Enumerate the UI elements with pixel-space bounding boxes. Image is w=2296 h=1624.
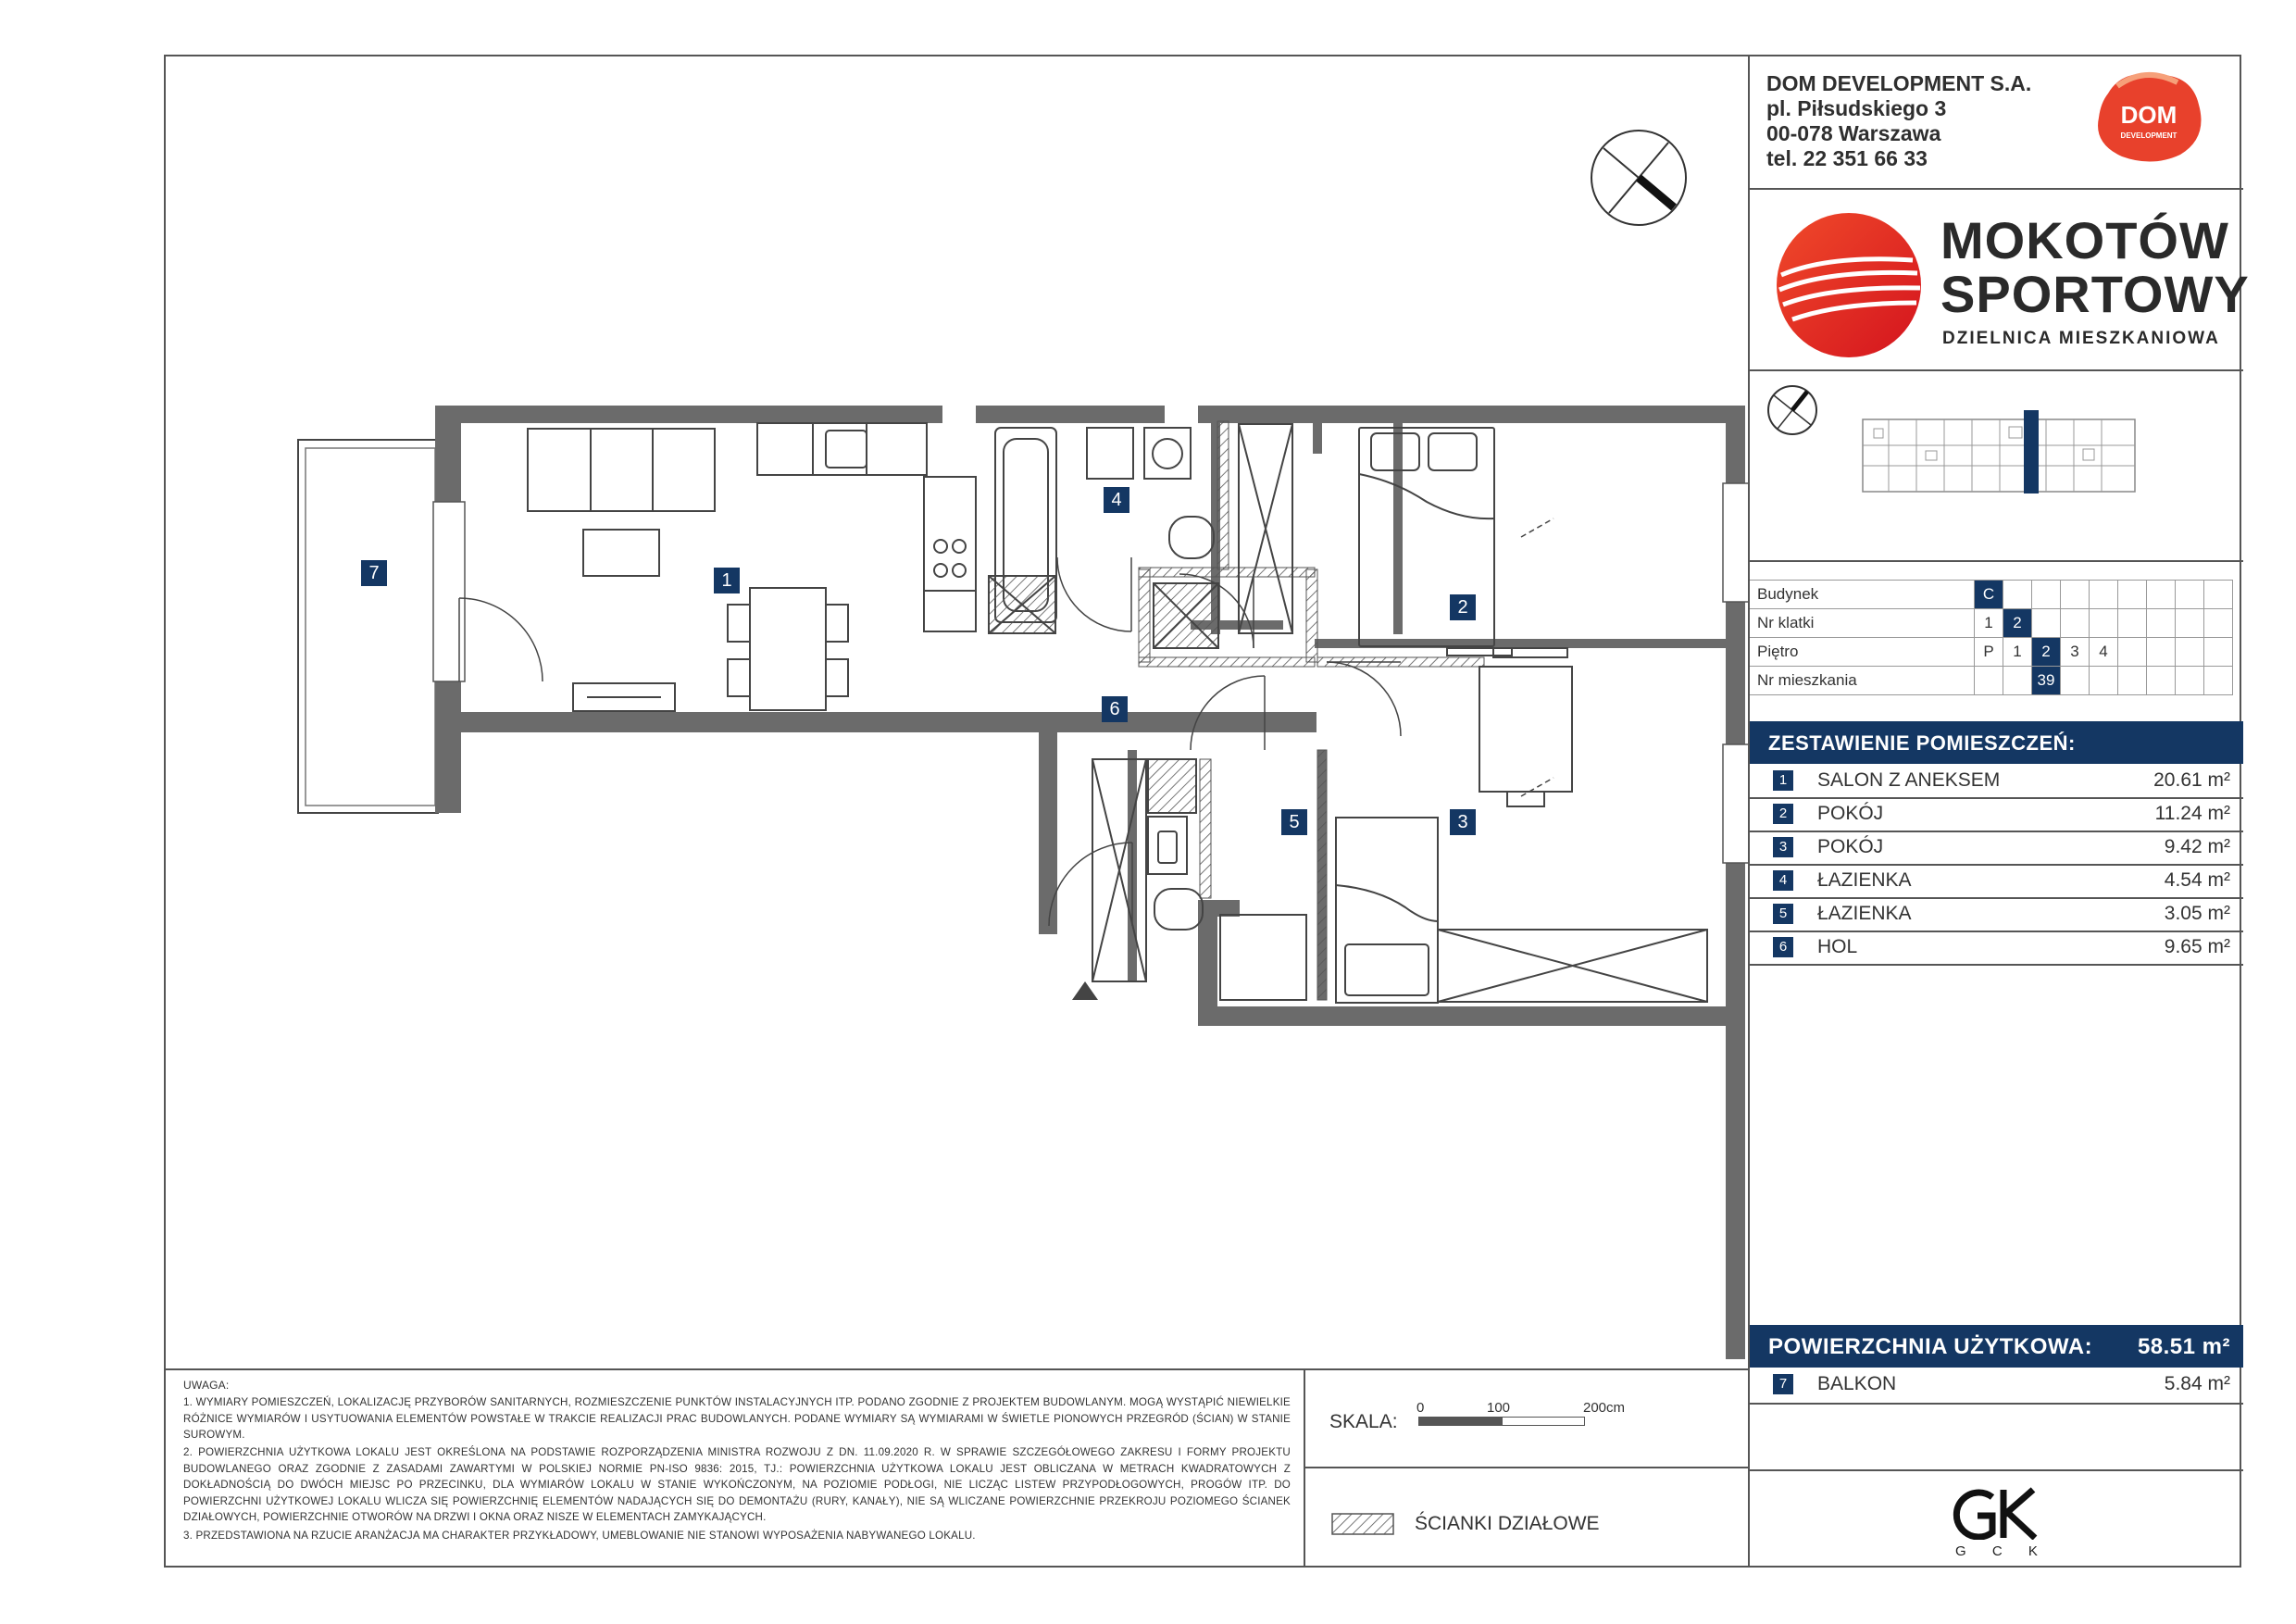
room-name: POKÓJ [1817, 836, 1884, 857]
hatch-legend-icon [1331, 1513, 1394, 1535]
room-row [1750, 764, 2243, 799]
scale-bar-dark [1418, 1417, 1502, 1426]
scale-tick-100: 100 [1487, 1400, 1511, 1416]
info-sidebar [1748, 55, 2250, 1568]
unit-info-cell: 3 [2061, 638, 2090, 667]
floor-plan-drawing [165, 56, 1748, 1368]
room-tag-1: 1 [714, 568, 740, 593]
legend-label: ŚCIANKI DZIAŁOWE [1415, 1513, 1600, 1534]
unit-info-cell [2003, 667, 2032, 695]
unit-info-cell: 2 [2032, 638, 2061, 667]
notes-panel [165, 1370, 1305, 1567]
logo-development: DEVELOPMENT [2120, 131, 2177, 140]
room-area: 4.54 m² [2164, 869, 2230, 891]
project-subtitle: DZIELNICA MIESZKANIOWA [1942, 329, 2220, 348]
balcony [298, 440, 438, 813]
unit-info-row [1750, 609, 2233, 638]
mokotow-sportowy-logo-icon [1774, 210, 1924, 360]
unit-info-cell [2176, 581, 2204, 609]
unit-info-cell [2032, 581, 2061, 609]
room-tag-3: 3 [1450, 809, 1476, 835]
unit-info-cell [2090, 667, 2118, 695]
unit-info-cell [2061, 609, 2090, 638]
room-row [1750, 931, 2243, 966]
balcony-area: 5.84 m² [2164, 1373, 2230, 1394]
usable-area-bar [1750, 1325, 2243, 1368]
legend-panel [1305, 1468, 1748, 1567]
room-area: 9.65 m² [2164, 936, 2230, 957]
logo-dom: DOM [2120, 101, 2177, 129]
unit-info-cell [2176, 609, 2204, 638]
room-area: 20.61 m² [2153, 769, 2230, 791]
rooms-header-label: ZESTAWIENIE POMIESZCZEŃ: [1768, 731, 2076, 755]
unit-info-cell [2118, 638, 2147, 667]
building-key-plan-icon [1861, 408, 2139, 505]
note-2: 2. POWIERZCHNIA UŻYTKOWA LOKALU JEST OKREŚLONA NA PODSTAWIE ROZPORZĄDZENIA MINISTRA ROZWOJU Z DN. 11.09.2020 R. W SPRAWIE SZCZEGÓŁOWEGO ZAKRESU I FORMY PROJEKTU BUDOWLANEGO ORAZ ZGODNIE Z ZASADAMI ZAWARTYMI W POLSKIEJ NORMIE PN-ISO 9836: 2015, TJ.: POWIERZCHNIA UŻYTKOWA LOKALU JEST OBLICZANA W METRACH KWADRATOWYCH Z DOKŁADNOŚCIĄ DO DWÓCH MIEJSC PO PRZECINKU, DLA WYMIARÓW LOKALU W STANIE WYKOŃCZONYM, NA POZIOMIE PODŁOGI, NIE LICZĄC LISTEW PRZYPODŁOGOWYCH, PROGÓW ITP. DO POWIERZCHNI UŻYTKOWEJ LOKALU WLICZA SIĘ POWIERZCHNIĘ ELEMENTÓW NADAJĄCYCH SIĘ DO DEMONTAŻU (RURY, KANAŁY), NIE SĄ WLICZANE POWIERZCHNIE PRZEKROJU POZIOMEGO ŚCIANEK DZIAŁOWYCH, POWIERZCHNIE OTWORÓW NA DRZWI I OKNA ORAZ NISZE W ELEMENTACH ZAMYKAJĄCYCH. [183, 1446, 1291, 1524]
room-row [1750, 864, 2243, 899]
unit-info-label: Piętro [1750, 638, 1975, 667]
unit-info-cell [2061, 581, 2090, 609]
unit-info-cell: 4 [2090, 638, 2118, 667]
unit-info-label: Nr mieszkania [1750, 667, 1975, 695]
unit-info-cell [2204, 638, 2233, 667]
room-number: 4 [1773, 870, 1793, 891]
scale-tick-200: 200cm [1583, 1400, 1626, 1416]
scale-label: SKALA: [1329, 1411, 1398, 1432]
gck-panel [1750, 1469, 2243, 1566]
unit-info-label: Budynek [1750, 581, 1975, 609]
room-number: 1 [1773, 770, 1793, 791]
unit-info-table [1750, 580, 2233, 695]
unit-info-cell [1975, 667, 2003, 695]
room-area: 3.05 m² [2164, 903, 2230, 924]
project-brand [1750, 190, 2250, 371]
unit-info-cell: 1 [1975, 609, 2003, 638]
unit-info-cell [2147, 638, 2176, 667]
compass-icon [1591, 131, 1686, 225]
unit-info-cell [2061, 667, 2090, 695]
room-tag-4: 4 [1104, 487, 1129, 513]
room-number: 3 [1773, 837, 1793, 857]
scale-panel [1305, 1370, 1748, 1468]
unit-info-row [1750, 638, 2233, 667]
key-plan-compass-icon [1766, 384, 1818, 436]
scale-tick-0: 0 [1416, 1400, 1425, 1416]
room-tag-6: 6 [1102, 696, 1128, 722]
unit-info-row [1750, 667, 2233, 695]
outer-walls [435, 406, 1745, 1359]
company-header [1750, 55, 2243, 190]
unit-info [1750, 580, 2245, 695]
room-name: ŁAZIENKA [1817, 903, 1912, 924]
floor-plan [165, 56, 1748, 1368]
balcony-door [459, 598, 543, 681]
unit-info-cell [2147, 581, 2176, 609]
living-furniture [528, 423, 976, 711]
bedroom-3-furniture [1336, 667, 1707, 1003]
room-number: 5 [1773, 904, 1793, 924]
company-name: DOM DEVELOPMENT S.A. [1766, 71, 2032, 95]
usable-area-value: 58.51 m² [2137, 1334, 2230, 1359]
dom-development-logo [2090, 66, 2210, 168]
usable-area-label: POWIERZCHNIA UŻYTKOWA: [1768, 1334, 2093, 1359]
room-tag-2: 2 [1450, 594, 1476, 620]
unit-info-cell: 1 [2003, 638, 2032, 667]
room-number: 2 [1773, 804, 1793, 824]
unit-info-label: Nr klatki [1750, 609, 1975, 638]
unit-info-cell [2090, 581, 2118, 609]
project-title-line2: SPORTOWY [1940, 265, 2250, 323]
balcony-name: BALKON [1817, 1373, 1897, 1394]
room-name: ŁAZIENKA [1817, 869, 1912, 891]
note-3: 3. PRZEDSTAWIONA NA RZUCIE ARANŻACJA MA CHARAKTER PRZYKŁADOWY, UMEBLOWANIE NIE STANOWI WYPOSAŻENIA NABYWANEGO LOKALU. [183, 1530, 976, 1542]
room-tag-5: 5 [1281, 809, 1307, 835]
unit-info-cell [2204, 667, 2233, 695]
room-number: 6 [1773, 937, 1793, 957]
room-row [1750, 897, 2243, 932]
room-name: POKÓJ [1817, 803, 1884, 824]
entrance-marker [1072, 981, 1098, 1000]
unit-info-cell: 39 [2032, 667, 2061, 695]
gck-logo-icon [1952, 1484, 2044, 1540]
company-city: 00-078 Warszawa [1766, 121, 1941, 145]
unit-info-cell [2204, 609, 2233, 638]
unit-info-cell [2090, 609, 2118, 638]
rooms-header [1750, 721, 2243, 764]
unit-info-cell [2118, 581, 2147, 609]
unit-info-row [1750, 581, 2233, 609]
room-row [1750, 831, 2243, 866]
room-row [1750, 797, 2243, 832]
key-plan [1750, 371, 2243, 562]
unit-info-cell [2176, 638, 2204, 667]
unit-info-cell [2204, 581, 2233, 609]
note-1: 1. WYMIARY POMIESZCZEŃ, LOKALIZACJĘ PRZYBORÓW SANITARNYCH, ROZMIESZCZENIE PUNKTÓW INSTALACYJNYCH ITP. PODANO ZGODNIE Z PROJEKTEM BUDOWLANYM. MOGĄ WYSTĄPIĆ NIEWIELKIE RÓŻNICE WYMIARÓW I USYTUOWANIA ELEMENTÓW POWSTAŁE W TRAKCIE REALIZACJI PRAC BUDOWLANYCH. PODANE WYMIARY SĄ WYMIARAMI W ŚWIETLE PIONOWYCH PRZEGRÓD (ŚCIAN) W STANIE SUROWYM. [183, 1396, 1291, 1442]
unit-info-cell [2176, 667, 2204, 695]
notes-title: UWAGA: [183, 1379, 230, 1392]
unit-info-cell [2032, 609, 2061, 638]
unit-info-cell [2118, 667, 2147, 695]
project-title-line1: MOKOTÓW [1940, 211, 2229, 269]
windows [433, 406, 1748, 863]
unit-info-cell [2147, 667, 2176, 695]
scale-bar-light [1502, 1417, 1585, 1426]
notes-row [165, 1368, 1748, 1567]
unit-info-cell [2147, 609, 2176, 638]
unit-info-cell [2003, 581, 2032, 609]
rooms-list [1750, 764, 2243, 968]
unit-info-cell: P [1975, 638, 2003, 667]
room-area: 9.42 m² [2164, 836, 2230, 857]
unit-info-cell: C [1975, 581, 2003, 609]
company-street: pl. Piłsudskiego 3 [1766, 96, 1947, 120]
room-area: 11.24 m² [2154, 803, 2230, 824]
unit-info-cell [2118, 609, 2147, 638]
room-name: SALON Z ANEKSEM [1817, 769, 2001, 791]
gck-text: G C K [1955, 1543, 2049, 1559]
balcony-row [1750, 1368, 2243, 1405]
partition-walls [1139, 421, 1484, 1000]
unit-info-cell: 2 [2003, 609, 2032, 638]
room-name: HOL [1817, 936, 1858, 957]
bedroom-2-furniture [1359, 428, 1567, 657]
company-phone: tel. 22 351 66 33 [1766, 146, 1928, 170]
room-tag-7: 7 [361, 560, 387, 586]
balcony-number: 7 [1773, 1374, 1793, 1394]
